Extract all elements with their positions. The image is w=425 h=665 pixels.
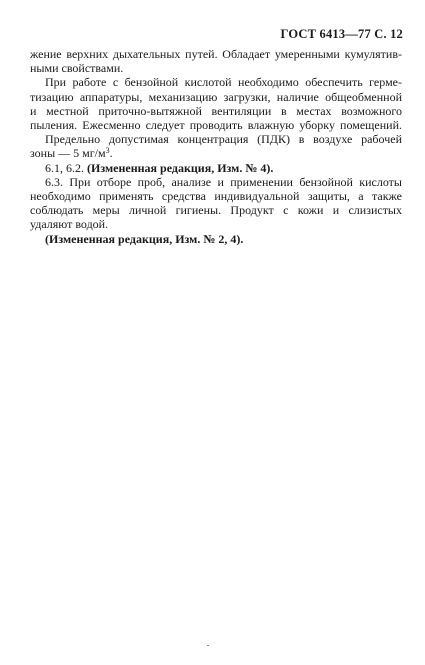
text-line <box>30 146 402 160</box>
paragraph-mac-limit <box>30 132 402 160</box>
paragraph-toxicity <box>30 47 402 75</box>
text-line: жение верхних дыхательных путей. Обладает умеренными кумулятив- <box>30 47 402 61</box>
mac-value-text: зоны — 5 мг/м <box>30 146 106 161</box>
paragraph-safety-measures <box>30 75 402 132</box>
superscript: 3 <box>105 146 110 156</box>
paragraph-revision-6-1 <box>30 161 402 175</box>
revision-note-final: (Измененная редакция, Изм. № 2, 4). <box>45 231 244 246</box>
clause-number: 6.1, 6.2. <box>45 160 84 175</box>
body-text <box>30 47 402 246</box>
running-header: ГОСТ 6413—77 С. 12 <box>280 27 403 41</box>
period: . <box>109 146 113 161</box>
page-mark <box>207 645 209 646</box>
text-line: тизацию аппаратуры, механизацию загрузки, наличие общеобменной <box>30 89 402 104</box>
text-line: При работе с бензойной кислотой необходимо обеспечить герме- <box>45 75 402 90</box>
text-line: пыления. Ежесменно следует проводить влажную уборку помещений. <box>30 118 402 133</box>
revision-note: (Измененная редакция, Изм. № 4). <box>87 160 274 175</box>
text-line: Предельно допустимая концентрация (ПДК) в воздухе рабочей <box>45 132 402 147</box>
paragraph-6-3 <box>30 175 402 232</box>
text-line: соблюдать меры личной гигиены. Продукт с кожи и слизистых <box>30 203 402 218</box>
text-line: и местной приточно-вытяжной вентиляции в местах возможного <box>30 103 402 118</box>
text-line: необходимо применять средства индивидуальной защиты, а также <box>30 189 402 204</box>
text-line: 6.3. При отборе проб, анализе и применении бензойной кислоты <box>45 174 402 189</box>
text-line: удаляют водой. <box>30 217 109 232</box>
text-line: ными свойствами. <box>30 61 124 76</box>
